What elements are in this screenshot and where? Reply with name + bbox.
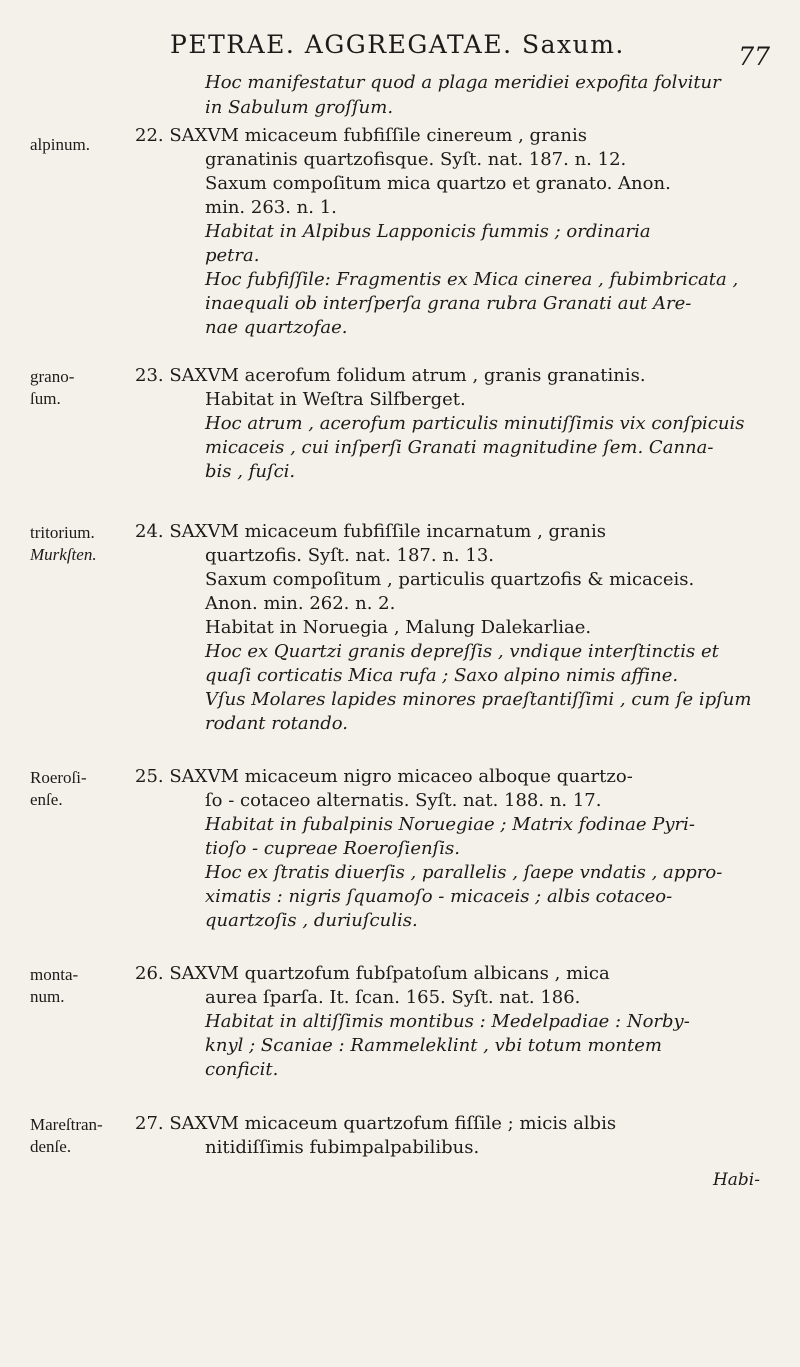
entry-line: ſo - cotaceo alternatis. Syſt. nat. 188. n. 17. xyxy=(205,790,602,811)
header-title: PETRAE. AGGREGATAE. Saxum. xyxy=(170,30,625,59)
entry-line: conficit. xyxy=(205,1059,279,1080)
entry-line: Hoc ex Quartzi granis depreſſis , vndique interſtinctis et xyxy=(205,641,719,662)
entry-line: 27. SAXVM micaceum quartzofum fiſſile ; micis albis xyxy=(135,1113,617,1134)
entry-text xyxy=(135,520,765,736)
entry-line: micaceis , cui inſperſi Granati magnitudine ſem. Canna- xyxy=(205,437,714,458)
margin-line: monta- xyxy=(30,965,79,984)
margin-line: enſe. xyxy=(30,790,63,809)
entry-line: knyl ; Scaniae : Rammeleklint , vbi totum montem xyxy=(205,1035,662,1056)
entry-line: petra. xyxy=(205,245,260,266)
margin-note xyxy=(30,522,120,566)
entry-line: Saxum compoſitum mica quartzo et granato. Anon. xyxy=(205,173,671,194)
entry-text xyxy=(135,765,765,933)
entry-line: Hoc atrum , acerofum particulis minutiſſimis vix conſpicuis xyxy=(205,413,745,434)
catchword: Habi- xyxy=(712,1170,760,1190)
entry-line: Habitat in Alpibus Lapponicis fummis ; ordinaria xyxy=(205,221,651,242)
entry-line: granatinis quartzofisque. Syſt. nat. 187. n. 12. xyxy=(205,149,627,170)
entry-line: bis , fuſci. xyxy=(205,461,296,482)
margin-line: alpinum. xyxy=(30,135,90,154)
entry-line: Vſus Molares lapides minores praeſtantiſſimi , cum ſe ipſum xyxy=(205,689,752,710)
margin-line: ſum. xyxy=(30,389,61,408)
intro-line: Hoc manifestatur quod a plaga meridiei expofita folvitur xyxy=(205,72,721,93)
entry-line: Habitat in Weſtra Silfberget. xyxy=(205,389,466,410)
entry-line: Habitat in altiſſimis montibus : Medelpadiae : Norby- xyxy=(205,1011,690,1032)
entry-line: 24. SAXVM micaceum fubfiſſile incarnatum , granis xyxy=(135,521,606,542)
entry-line: quaſi corticatis Mica rufa ; Saxo alpino nimis affine. xyxy=(205,665,679,686)
running-header xyxy=(170,22,770,71)
entry-line: inaequali ob interſperſa grana rubra Granati aut Are- xyxy=(205,293,692,314)
entry-line: Hoc ex ſtratis diuerſis , parallelis , ſaepe vndatis , appro- xyxy=(205,862,723,883)
entry-text xyxy=(135,364,765,484)
entry-line: nitidiſſimis fubimpalpabilibus. xyxy=(205,1137,480,1158)
entry-line: min. 263. n. 1. xyxy=(205,197,337,218)
entry-line: aurea ſparſa. It. ſcan. 165. Syſt. nat. 186. xyxy=(205,987,581,1008)
margin-line: tritorium. xyxy=(30,523,95,542)
page-number: 77 xyxy=(738,42,770,71)
margin-line: num. xyxy=(30,987,65,1006)
margin-line: Mareſtran- xyxy=(30,1115,103,1134)
entry-line: 26. SAXVM quartzofum fubſpatoſum albicans , mica xyxy=(135,963,610,984)
intro-paragraph xyxy=(205,70,765,120)
entry-line: rodant rotando. xyxy=(205,713,349,734)
intro-line: in Sabulum groſſum. xyxy=(205,97,394,118)
entry-text xyxy=(135,1112,765,1160)
margin-note xyxy=(30,964,120,1008)
entry-text xyxy=(135,962,765,1082)
margin-note xyxy=(30,366,120,410)
margin-line: Murkſten. xyxy=(30,545,97,564)
margin-note xyxy=(30,767,120,811)
margin-note xyxy=(30,1114,120,1158)
entry-line: 23. SAXVM acerofum folidum atrum , granis granatinis. xyxy=(135,365,646,386)
entry-line: Anon. min. 262. n. 2. xyxy=(205,593,396,614)
margin-line: Roeroſi- xyxy=(30,768,87,787)
margin-note xyxy=(30,134,120,156)
entry-line: Habitat in fubalpinis Noruegiae ; Matrix fodinae Pyri- xyxy=(205,814,695,835)
entry-line: Habitat in Noruegia , Malung Dalekarliae. xyxy=(205,617,592,638)
entry-line: Hoc fubfiſſile: Fragmentis ex Mica cinerea , fubimbricata , xyxy=(205,269,739,290)
entry-line: 25. SAXVM micaceum nigro micaceo alboque quartzo- xyxy=(135,766,633,787)
entry-line: nae quartzofae. xyxy=(205,317,348,338)
entry-line: tioſo - cupreae Roeroſienſis. xyxy=(205,838,460,859)
entry-line: ximatis : nigris ſquamoſo - micaceis ; albis cotaceo- xyxy=(205,886,673,907)
entry-line: Saxum compoſitum , particulis quartzofis & micaceis. xyxy=(205,569,695,590)
margin-line: grano- xyxy=(30,367,75,386)
entry-line: 22. SAXVM micaceum fubfiſſile cinereum , granis xyxy=(135,125,588,146)
entry-line: quartzofis. Syſt. nat. 187. n. 13. xyxy=(205,545,494,566)
entry-line: quartzoſis , duriuſculis. xyxy=(205,910,418,931)
margin-line: denſe. xyxy=(30,1137,72,1156)
entry-text xyxy=(135,124,765,340)
